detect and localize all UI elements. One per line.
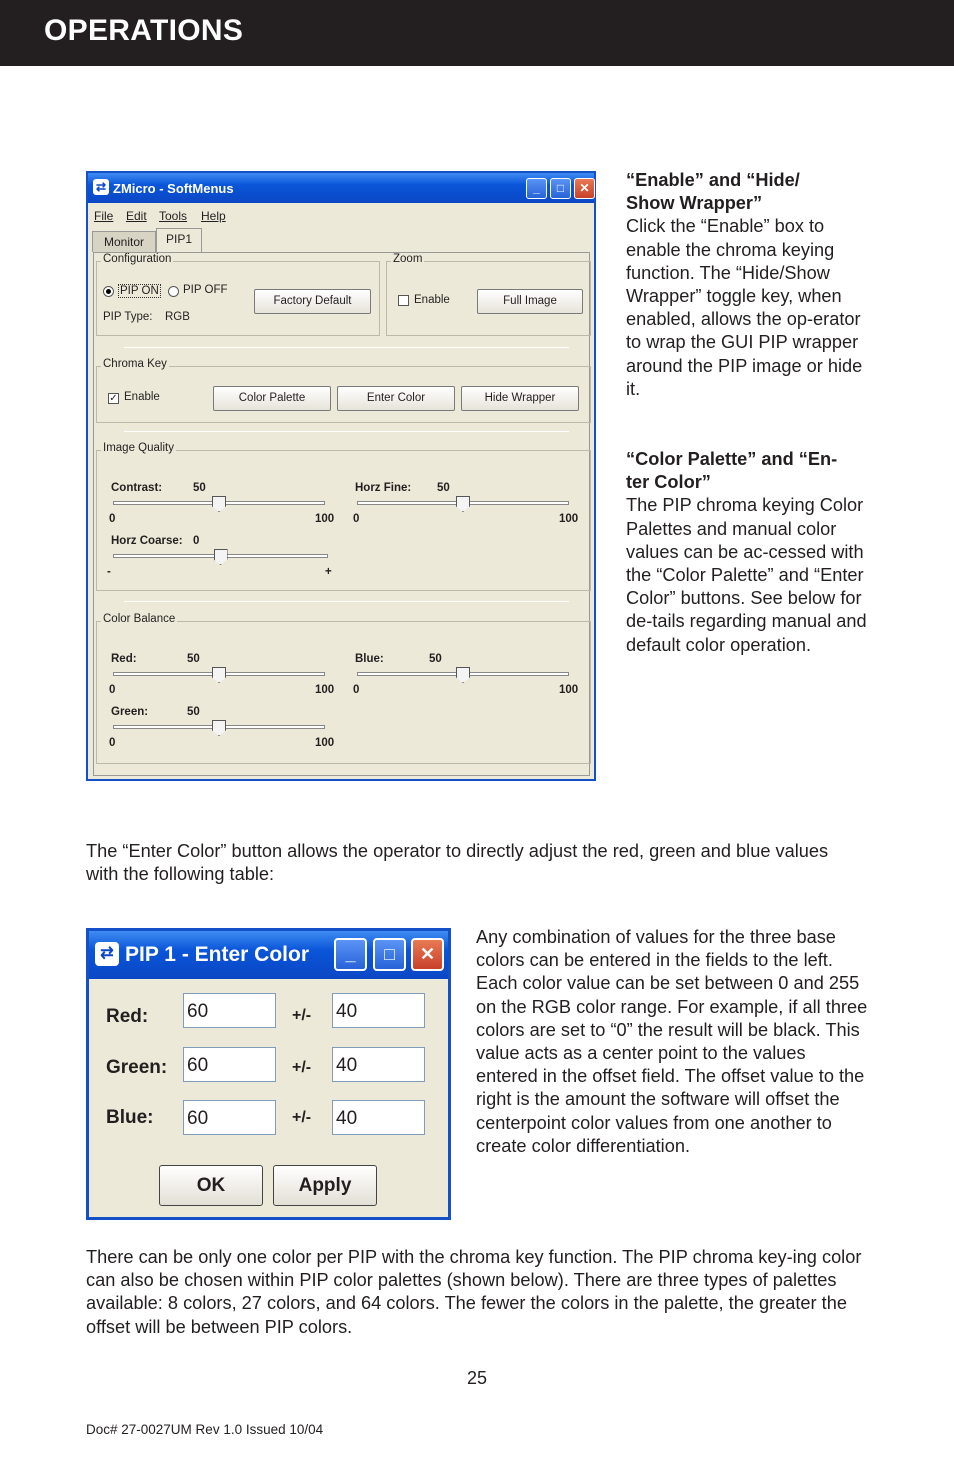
blue-offset-label: +/- bbox=[292, 1109, 312, 1126]
enter-color-button[interactable]: Enter Color bbox=[337, 386, 455, 411]
horz-coarse-label: Horz Coarse: bbox=[111, 535, 183, 547]
green-min: 0 bbox=[109, 737, 116, 749]
minimize-icon[interactable]: _ bbox=[334, 938, 367, 971]
enter-color-intro: The “Enter Color” button allows the operator to directly adjust the red, green and blue values with the following table: bbox=[86, 841, 829, 885]
blue-max: 100 bbox=[559, 684, 579, 696]
horz-fine-label: Horz Fine: bbox=[355, 482, 412, 494]
red-value-field[interactable]: 60 bbox=[183, 993, 276, 1028]
separator bbox=[124, 431, 569, 432]
blue-min: 0 bbox=[353, 684, 360, 696]
zmicro-logo-icon: ⇄ bbox=[93, 179, 109, 195]
horz-fine-slider-thumb[interactable] bbox=[456, 496, 470, 512]
palette-text: The PIP chroma keying Color Palettes and manual color values can be ac-cessed with the “Color Palette” and “Enter Color” buttons. See below for de-tails regarding manual and default color operation. bbox=[626, 495, 867, 655]
menu-bar bbox=[88, 203, 594, 227]
chroma-enable-label: Enable bbox=[124, 391, 160, 403]
blue-value-field[interactable]: 60 bbox=[183, 1100, 276, 1135]
chroma-enable-checkbox[interactable]: ✓ bbox=[109, 393, 118, 404]
page-number: 25 bbox=[466, 1368, 488, 1388]
green-max: 100 bbox=[315, 737, 335, 749]
doc-number: Doc# 27-0027UM Rev 1.0 Issued 10/04 bbox=[86, 1422, 324, 1437]
chroma-key-title: Chroma Key bbox=[103, 358, 167, 370]
palette-heading-line1: “Color Palette” and “En- bbox=[626, 449, 838, 470]
full-image-button[interactable]: Full Image bbox=[477, 289, 583, 314]
zoom-enable-label: Enable bbox=[414, 294, 450, 306]
tab-pip1[interactable]: PIP1 bbox=[156, 228, 202, 252]
contrast-max: 100 bbox=[315, 513, 335, 525]
horz-coarse-min: - bbox=[107, 566, 111, 578]
blue-label: Blue: bbox=[355, 653, 384, 665]
pip-type-label: PIP Type: bbox=[103, 311, 153, 323]
close-icon[interactable]: ✕ bbox=[411, 938, 444, 971]
color-balance-title: Color Balance bbox=[103, 613, 176, 625]
palette-text: There can be only one color per PIP with the chroma key function. The PIP chroma key-ing color can also be chosen within PIP color palettes (shown below). There are three types of palettes available: 8 colors, 27 colors, and 64 colors. The fewer the colors in the palette, the greater the offset will be between PIP colors. bbox=[86, 1247, 862, 1337]
zoom-title: Zoom bbox=[393, 253, 423, 265]
horz-coarse-slider-thumb[interactable] bbox=[214, 549, 228, 565]
pip-on-radio[interactable] bbox=[103, 286, 114, 297]
green-value-field[interactable]: 60 bbox=[183, 1047, 276, 1082]
configuration-group bbox=[96, 253, 380, 336]
red-offset-field[interactable]: 40 bbox=[332, 993, 425, 1028]
sidebar-block-palette bbox=[626, 448, 876, 657]
menu-edit[interactable]: Edit bbox=[126, 209, 147, 223]
maximize-icon[interactable]: □ bbox=[550, 178, 571, 199]
image-quality-title: Image Quality bbox=[103, 442, 174, 454]
zoom-enable-checkbox[interactable] bbox=[398, 295, 409, 306]
pip-on-label[interactable]: PIP ON bbox=[120, 285, 159, 297]
green-offset-field[interactable]: 40 bbox=[332, 1047, 425, 1082]
image-quality-group bbox=[96, 442, 591, 591]
page-title: OPERATIONS bbox=[44, 14, 244, 47]
red-min: 0 bbox=[109, 684, 116, 696]
wrapper-text: Click the “Enable” box to enable the chroma keying function. The “Hide/Show Wrapper” toggle key, when enabled, allows the op-erator to wrap the GUI PIP wrapper around the PIP image or hide it. bbox=[626, 216, 863, 399]
blue-value: 50 bbox=[429, 653, 442, 665]
hide-wrapper-button[interactable]: Hide Wrapper bbox=[461, 386, 579, 411]
blue-label: Blue: bbox=[106, 1107, 154, 1128]
red-value: 50 bbox=[187, 653, 200, 665]
horz-coarse-value: 0 bbox=[193, 535, 200, 547]
separator bbox=[124, 601, 569, 602]
horz-coarse-max: + bbox=[325, 566, 332, 578]
maximize-icon[interactable]: □ bbox=[373, 938, 406, 971]
minimize-icon[interactable]: _ bbox=[526, 178, 547, 199]
wrapper-heading-line1: “Enable” and “Hide/ bbox=[626, 170, 800, 190]
header-bar bbox=[0, 0, 954, 66]
pip1-panel bbox=[93, 252, 590, 776]
horz-fine-value: 50 bbox=[437, 482, 450, 494]
enter-color-dialog bbox=[86, 928, 451, 1220]
contrast-slider-thumb[interactable] bbox=[212, 496, 226, 512]
zoom-group bbox=[386, 253, 591, 336]
green-slider-thumb[interactable] bbox=[212, 720, 226, 736]
tab-monitor[interactable]: Monitor bbox=[92, 231, 156, 252]
palette-heading-line2: ter Color” bbox=[626, 472, 711, 493]
menu-tools[interactable]: Tools bbox=[159, 209, 188, 223]
ok-button[interactable]: OK bbox=[159, 1165, 263, 1206]
close-icon[interactable]: ✕ bbox=[574, 178, 595, 199]
configuration-title: Configuration bbox=[103, 253, 172, 265]
green-offset-label: +/- bbox=[292, 1059, 312, 1076]
apply-button[interactable]: Apply bbox=[273, 1165, 377, 1206]
horz-fine-max: 100 bbox=[559, 513, 579, 525]
menu-help[interactable]: Help bbox=[201, 209, 226, 223]
enter-color-titlebar[interactable] bbox=[89, 931, 448, 979]
pip-off-label[interactable]: PIP OFF bbox=[183, 284, 228, 296]
softmenus-window bbox=[86, 171, 596, 781]
color-balance-group bbox=[96, 613, 591, 764]
contrast-min: 0 bbox=[109, 513, 116, 525]
blue-slider-thumb[interactable] bbox=[456, 667, 470, 683]
pip-type-value: RGB bbox=[165, 311, 190, 323]
sidebar-text bbox=[626, 169, 876, 704]
red-offset-label: +/- bbox=[292, 1007, 312, 1024]
menu-file[interactable]: File bbox=[94, 209, 114, 223]
green-label: Green: bbox=[106, 1057, 168, 1078]
red-slider-thumb[interactable] bbox=[212, 667, 226, 683]
factory-default-button[interactable]: Factory Default bbox=[254, 289, 371, 314]
softmenus-title: ZMicro - SoftMenus bbox=[113, 181, 234, 196]
red-label: Red: bbox=[106, 1006, 149, 1027]
green-label: Green: bbox=[111, 706, 149, 718]
blue-offset-field[interactable]: 40 bbox=[332, 1100, 425, 1135]
enter-color-title: PIP 1 - Enter Color bbox=[125, 943, 309, 966]
horz-fine-min: 0 bbox=[353, 513, 360, 525]
green-value: 50 bbox=[187, 706, 200, 718]
contrast-value: 50 bbox=[193, 482, 206, 494]
red-max: 100 bbox=[315, 684, 335, 696]
wrapper-heading-line2: Show Wrapper” bbox=[626, 193, 763, 214]
softmenus-titlebar[interactable] bbox=[88, 173, 594, 203]
pip-off-radio[interactable] bbox=[168, 286, 179, 297]
combination-text: Any combination of values for the three base colors can be entered in the fields to the left. Each color value can be set between 0 and 255 on the RGB color range. For example, if all three colors are set to “0” the result will be black. This value acts as a center point to the values entered in the offset field. The offset value to the right is the amount the software will offset the centerpoint color values from one another to create color differentiation. bbox=[476, 927, 868, 1156]
color-palette-button[interactable]: Color Palette bbox=[213, 386, 331, 411]
zmicro-logo-icon: ⇄ bbox=[95, 942, 119, 966]
red-label: Red: bbox=[111, 653, 137, 665]
contrast-label: Contrast: bbox=[111, 482, 163, 494]
separator bbox=[124, 347, 569, 348]
sidebar-block-wrapper bbox=[626, 169, 876, 401]
chroma-key-group bbox=[96, 358, 591, 423]
